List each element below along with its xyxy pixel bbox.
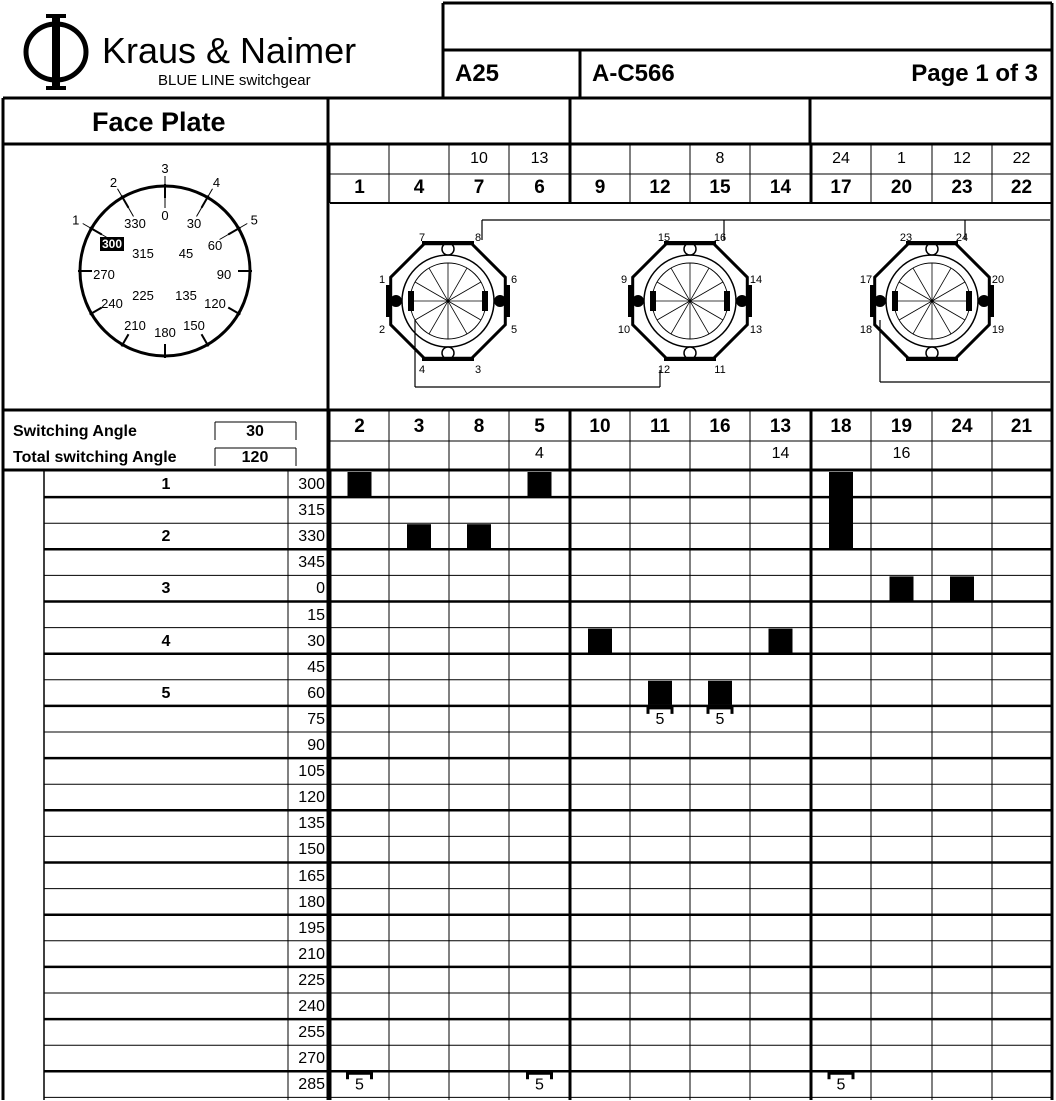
closed-contact-mark: [467, 524, 491, 548]
overlap-label: 5: [355, 1076, 364, 1094]
total-switching-angle-value: 120: [241, 449, 269, 466]
column-top-extra: 24: [832, 150, 850, 167]
dial-angle-label: 270: [93, 267, 115, 282]
closed-contact-mark: [708, 681, 732, 705]
closed-contact-mark: [348, 472, 372, 496]
column-top-number: 1: [354, 177, 365, 198]
terminal-number: 16: [713, 232, 727, 244]
column-bottom-extra: 14: [771, 445, 790, 462]
overlap-mark: [528, 1073, 552, 1093]
terminal-number: 14: [749, 274, 763, 286]
cam-segment: [408, 291, 414, 311]
column-top-extra: 10: [470, 150, 488, 167]
closed-contacts: [348, 472, 975, 1093]
angle-value: 150: [298, 841, 325, 859]
angle-value: 330: [298, 528, 325, 546]
column-bottom-number: 19: [890, 416, 913, 437]
column-bottom-number: 16: [709, 416, 731, 437]
column-bottom-number: 21: [1010, 416, 1033, 437]
terminal-number: 6: [510, 274, 518, 286]
overlap-mark: [348, 1073, 372, 1093]
overlap-mark: [829, 1073, 853, 1093]
column-top-number: 23: [951, 177, 973, 198]
angle-value: 135: [298, 815, 325, 833]
angle-value: 195: [298, 919, 325, 937]
closed-contact-mark: [829, 472, 853, 548]
terminal-number: 11: [714, 364, 726, 376]
overlap-label: 5: [535, 1076, 544, 1094]
dial-angle-label: 225: [132, 288, 154, 303]
dial-angle-label: 315: [132, 246, 154, 261]
contact-unit-1: [379, 232, 517, 376]
angle-value: 0: [316, 580, 325, 598]
column-top-extra: 13: [530, 150, 549, 167]
series-code: A25: [455, 60, 500, 87]
closed-contact-mark: [890, 576, 914, 600]
column-top-number: 7: [473, 177, 485, 198]
column-top-number: 6: [534, 177, 545, 198]
face-plate-dial: [72, 161, 258, 358]
angle-value: 60: [307, 684, 325, 702]
terminal-number: 18: [859, 324, 873, 336]
dial-angle-label: 210: [124, 318, 146, 333]
angle-value: 75: [307, 710, 325, 728]
dial-position-number: 3: [161, 161, 169, 176]
angle-value: 210: [298, 945, 325, 963]
column-top-extra: 12: [953, 150, 971, 167]
dial-position-number: 4: [212, 174, 221, 190]
column-top-number: 4: [413, 177, 425, 198]
drawing-number: A-C566: [592, 60, 675, 87]
column-top-number: 20: [890, 177, 913, 198]
page-indicator: Page 1 of 3: [911, 60, 1038, 87]
dial-angle-label: 45: [178, 246, 194, 261]
angle-value: 15: [307, 606, 325, 624]
column-bottom-number: 3: [413, 416, 425, 437]
column-top-number: 17: [830, 177, 852, 198]
column-bottom-number: 8: [473, 416, 485, 437]
column-bottom-number: 10: [589, 416, 611, 437]
terminal-number: 2: [378, 324, 386, 336]
closed-contact-mark: [528, 472, 552, 496]
terminal-number: 12: [657, 364, 671, 376]
switch-position: 3: [161, 580, 171, 598]
switch-position: 5: [161, 684, 171, 702]
overlap-mark: [648, 708, 672, 728]
switch-position: 4: [161, 632, 171, 650]
terminal-number: 17: [859, 274, 873, 286]
terminal-number: 3: [474, 364, 482, 376]
dial-angle-label: 180: [154, 325, 176, 340]
cam-segment: [892, 291, 898, 311]
angle-value: 300: [298, 476, 325, 493]
column-top-extra: 8: [715, 150, 725, 167]
column-top-number: 12: [649, 177, 671, 198]
column-bottom-number: 2: [354, 416, 365, 437]
dial-angle-label: 120: [204, 296, 226, 311]
column-bottom-number: 11: [649, 416, 671, 437]
closed-contact-mark: [648, 681, 672, 705]
terminal-number: 19: [991, 324, 1005, 336]
column-top-number: 9: [594, 177, 606, 198]
column-bottom-number: 5: [534, 416, 545, 437]
column-top-number: 14: [769, 177, 792, 198]
switch-position: 1: [161, 476, 171, 493]
brand-name: Kraus & Naimer: [102, 30, 357, 71]
column-bottom-extra: 16: [892, 445, 911, 462]
dial-position-number: 5: [250, 212, 258, 228]
terminal-number: 1: [378, 274, 386, 286]
angle-value: 165: [298, 867, 325, 885]
terminal-number: 24: [955, 232, 969, 244]
dial-position-number: 2: [109, 174, 118, 190]
column-top-number: 15: [709, 177, 731, 198]
dial-angle-label: 90: [216, 267, 232, 282]
angle-value: 45: [307, 658, 325, 676]
angle-value: 90: [307, 737, 325, 754]
closed-contact-mark: [407, 524, 431, 548]
terminal-number: 9: [620, 274, 628, 286]
angle-value: 30: [307, 632, 325, 650]
dial-angle-label: 300: [101, 237, 123, 251]
overlap-label: 5: [715, 710, 725, 728]
overlap-label: 5: [655, 710, 665, 728]
terminal-number: 20: [991, 274, 1005, 286]
dial-angle-label: 330: [124, 216, 146, 231]
closed-contact-mark: [588, 629, 612, 653]
closed-contact-mark: [950, 576, 974, 600]
terminal-number: 7: [418, 232, 426, 244]
terminal-number: 13: [749, 324, 763, 336]
angle-value: 345: [298, 554, 325, 572]
terminal-number: 15: [657, 232, 671, 244]
cam-segment: [650, 291, 656, 311]
contact-unit-3: [860, 232, 1004, 361]
cam-segment: [966, 291, 972, 311]
switching-angle-label: Switching Angle: [13, 423, 137, 440]
angle-value: 240: [298, 998, 325, 1015]
overlap-label: 5: [836, 1076, 846, 1094]
angle-value: 105: [298, 763, 325, 781]
terminal-number: 10: [617, 324, 631, 336]
overlap-mark: [708, 708, 732, 728]
angle-value: 120: [298, 789, 325, 807]
switching-table: [44, 470, 1051, 1100]
angle-value: 225: [298, 971, 325, 989]
dial-position-number: 1: [72, 212, 80, 228]
angle-value: 180: [298, 893, 325, 911]
brand-tagline: BLUE LINE switchgear: [158, 72, 311, 89]
dial-angle-label: 135: [175, 288, 197, 303]
angle-value: 315: [298, 502, 325, 520]
cam-segment: [724, 291, 730, 311]
angle-value: 285: [298, 1076, 325, 1094]
switch-position: 2: [161, 528, 171, 546]
column-top-number: 22: [1010, 177, 1033, 198]
switching-angle-value: 30: [246, 423, 264, 440]
column-bottom-number: 24: [951, 416, 973, 437]
column-top-extra: 22: [1012, 150, 1031, 167]
total-switching-angle-label: Total switching Angle: [13, 449, 177, 466]
dial-angle-label: 240: [101, 296, 123, 311]
face-plate-title: Face Plate: [92, 107, 226, 137]
contact-unit-2: [618, 232, 762, 376]
column-bottom-number: 18: [830, 416, 852, 437]
terminal-number: 23: [899, 232, 913, 244]
terminal-number: 5: [510, 324, 518, 336]
column-bottom-number: 13: [769, 416, 792, 437]
column-bottom-extra: 4: [535, 445, 544, 462]
dial-angle-label: 60: [207, 238, 223, 253]
dial-angle-label: 0: [161, 208, 169, 223]
dial-angle-label: 30: [186, 216, 202, 231]
terminal-number: 4: [418, 364, 426, 376]
angle-value: 255: [298, 1024, 325, 1042]
dial-angle-label: 150: [183, 318, 205, 333]
closed-contact-mark: [769, 629, 793, 653]
cam-segment: [482, 291, 488, 311]
terminal-number: 8: [474, 232, 482, 244]
angle-value: 270: [298, 1050, 325, 1068]
column-top-extra: 1: [897, 150, 906, 167]
